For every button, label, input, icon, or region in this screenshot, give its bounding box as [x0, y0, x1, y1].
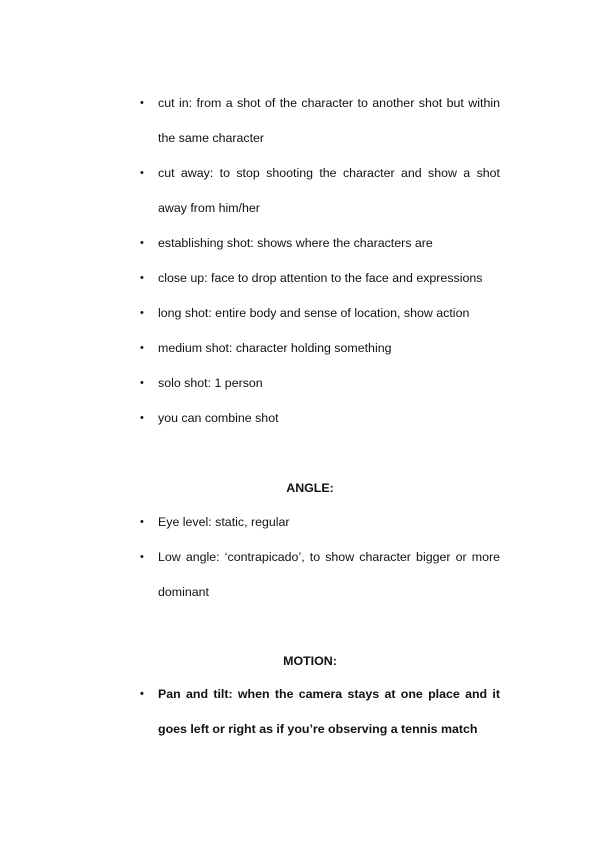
shot-types-list	[140, 86, 500, 436]
bullet-icon: •	[140, 237, 144, 249]
bullet-icon: •	[140, 377, 144, 389]
list-item-text: long shot: entire body and sense of location, show action	[158, 306, 470, 320]
motion-list	[140, 677, 500, 747]
list-item-text: establishing shot: shows where the characters are	[158, 236, 433, 250]
list-item-text: solo shot: 1 person	[158, 376, 263, 390]
bullet-icon: •	[140, 167, 144, 179]
list-item	[140, 677, 500, 747]
list-item	[140, 331, 500, 366]
bullet-icon: •	[140, 307, 144, 319]
bullet-icon: •	[140, 412, 144, 424]
list-item	[140, 261, 500, 296]
list-item	[140, 366, 500, 401]
list-item	[140, 540, 500, 610]
bullet-icon: •	[140, 688, 144, 700]
list-item-text: cut in: from a shot of the character to another shot but within the same character	[158, 96, 500, 145]
angle-list	[140, 505, 500, 610]
list-item-text: you can combine shot	[158, 411, 279, 425]
list-item-text: Eye level: static, regular	[158, 515, 290, 529]
list-item	[140, 86, 500, 156]
bullet-icon: •	[140, 97, 144, 109]
bullet-icon: •	[140, 272, 144, 284]
list-item	[140, 226, 500, 261]
bullet-icon: •	[140, 516, 144, 528]
bullet-icon: •	[140, 342, 144, 354]
bullet-icon: •	[140, 551, 144, 563]
list-item-text: Low angle: ‘contrapicado’, to show character bigger or more dominant	[158, 550, 500, 599]
list-item-text: medium shot: character holding something	[158, 341, 392, 355]
list-item-text: close up: face to drop attention to the face and expressions	[158, 271, 483, 285]
list-item-text: Pan and tilt: when the camera stays at one place and it goes left or right as if you’re observing a tennis match	[158, 687, 500, 736]
angle-heading: ANGLE:	[286, 481, 334, 495]
list-item	[140, 505, 500, 540]
list-item	[140, 296, 500, 331]
motion-heading: MOTION:	[283, 654, 337, 668]
list-item-text: cut away: to stop shooting the character and show a shot away from him/her	[158, 166, 500, 215]
list-item	[140, 401, 500, 436]
list-item	[140, 156, 500, 226]
